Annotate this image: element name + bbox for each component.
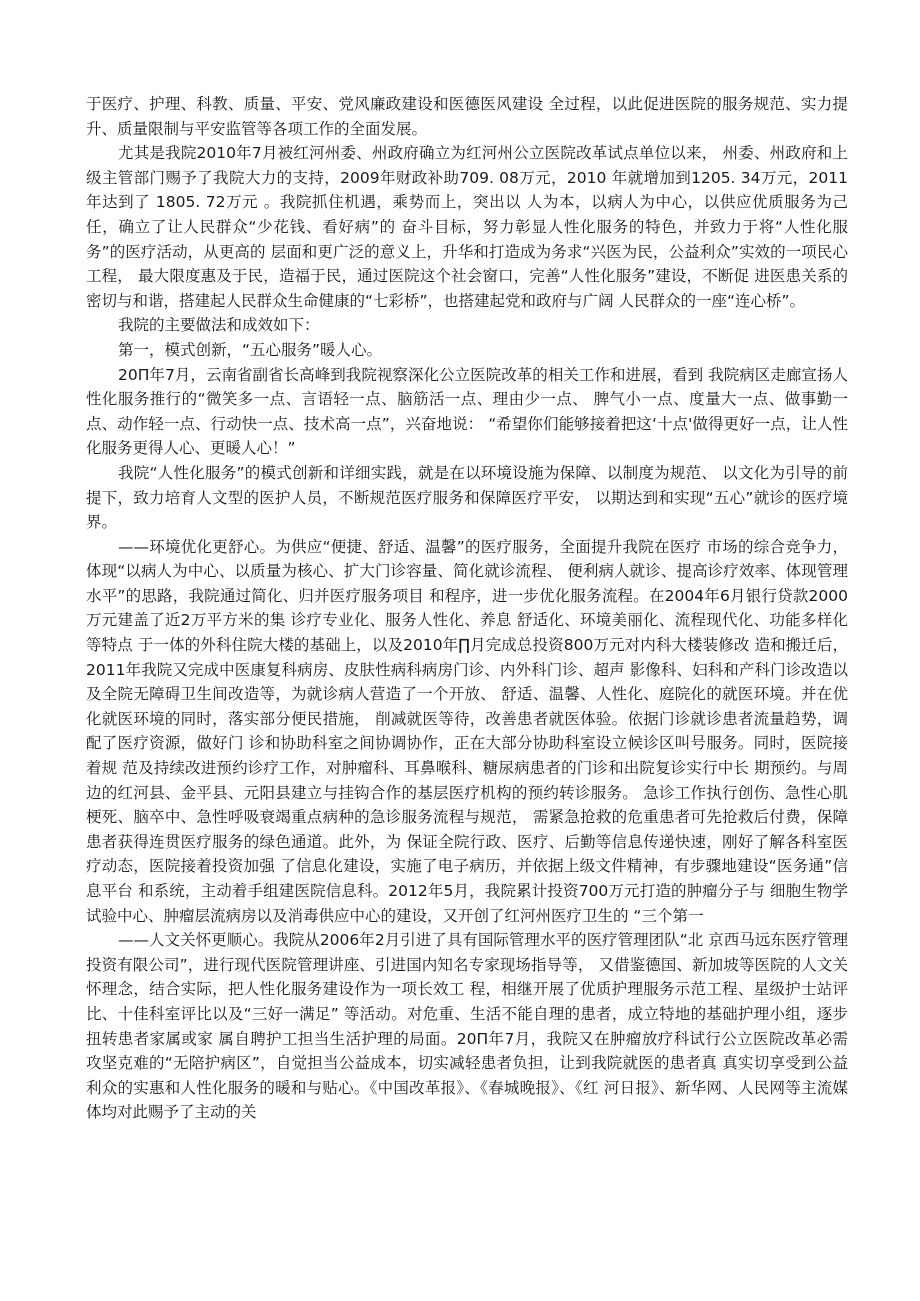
paragraph-8: ——人文关怀更顺心。我院从2006年2月引进了具有国际管理水平的医疗管理团队“北 京西马远东医疗管理投资有限公司”，进行现代医院管理讲座、引进国内知名专家现场指导等， 又借鉴德国、新加坡等医院的人文关怀理念，结合实际，把人性化服务建设作为一项长效工 程，相继开展了优质护理服务示范工程、星级护士站评比、十佳科室评比以及“三好一满足” 等活动。对危重、生活不能自理的患者，成立特地的基础护理小组，逐步扭转患者家属或家 属自聘护工担当生活护理的局面。20Π年7月，我院又在肿瘤放疗科试行公立医院改革必需 攻坚克难的“无陪护病区”，自觉担当公益成本，切实减轻患者负担，让到我院就医的患者真 真实切享受到公益利众的实惠和人性化服务的暖和与贴心。《中国改革报》、《春城晚报》、《红 河日报》、新华网、人民网等主流媒体均对此赐予了主动的关	[86, 931, 848, 1122]
paragraph-6: 我院“人性化服务”的模式创新和详细实践，就是在以环境设施为保障、以制度为规范、 以文化为引导的前提下，致力培育人文型的医护人员，不断规范医疗服务和保障医疗平安， 以期达到和实现“五心”就诊的医疗境界。	[86, 463, 848, 532]
document-body	[86, 92, 848, 1125]
paragraph-1: 于医疗、护理、科教、质量、平安、党风廉政建设和医德医风建设 全过程，以此促进医院的服务规范、实力提升、质量限制与平安监管等各项工作的全面发展。	[86, 95, 848, 138]
paragraph-4: 第一，模式创新，“五心服务”暖人心。	[118, 340, 383, 359]
paragraph-3: 我院的主要做法和成效如下：	[118, 316, 320, 335]
paragraph-5: 20Π年7月，云南省副省长高峰到我院视察深化公立医院改革的相关工作和进展，看到 我院病区走廊宣扬人性化服务推行的“微笑多一点、言语轻一点、脑筋活一点、理由少一点、 脾气小一点、度量大一点、做事勤一点、动作轻一点、行动快一点、技术高一点”，兴奋地说： “希望你们能够接着把这‘十点'做得更好一点，让人性化服务更得人心、更暖人心！”	[86, 365, 848, 458]
paragraph-7: ——环境优化更舒心。为供应“便捷、舒适、温馨”的医疗服务，全面提升我院在医疗 市场的综合竞争力，体现“以病人为中心、以质量为核心、扩大门诊容量、简化就诊流程、 便利病人就诊、提高诊疗效率、体现管理水平”的思路，我院通过简化、归并医疗服务项目 和程序，进一步优化服务流程。在2004年6月银行贷款2000万元建盖了近2万平方米的集 诊疗专业化、服务人性化、养息 舒适化、环境美丽化、流程现代化、功能多样化等特点 于一体的外科住院大楼的基础上，以及2010年∏月完成总投资800万元对内科大楼装修改 造和搬迁后，2011年我院又完成中医康复科病房、皮肤性病科病房门诊、内外科门诊、超声 影像科、妇科和产科门诊改造以及全院无障碍卫生间改造等，为就诊病人营造了一个开放、 舒适、温馨、人性化、庭院化的就医环境。并在优化就医环境的同时，落实部分便民措施， 削减就医等待，改善患者就医体验。依据门诊就诊患者流量趋势，调配了医疗资源，做好门 诊和协助科室之间协调协作，正在大部分协助科室设立候诊区叫号服务。同时，医院接着规 范及持续改进预约诊疗工作，对肿瘤科、耳鼻喉科、糖尿病患者的门诊和出院复诊实行中长 期预约。与周边的红河县、金平县、元阳县建立与挂钩合作的基层医疗机构的预约转诊服务。 急诊工作执行创伤、急性心肌梗死、脑卒中、急性呼吸衰竭重点病种的急诊服务流程与规范， 需紧急抢救的危重患者可先抢救后付费，保障患者获得连贯医疗服务的绿色通道。此外，为 保证全院行政、医疗、后勤等信息传递快速，刚好了解各科室医疗动态，医院接着投资加强 了信息化建设，实施了电子病历，并依据上级文件精神，有步骤地建设“医务通”信息平台 和系统，主动着手组建医院信息科。2012年5月，我院累计投资700万元打造的肿瘤分子与 细胞生物学试验中心、肿瘤层流病房以及消毒供应中心的建设，又开创了红河州医疗卫生的 “三个第一	[86, 537, 848, 925]
paragraph-2: 尤其是我院2010年7月被红河州委、州政府确立为红河州公立医院改革试点单位以来， 州委、州政府和上级主管部门赐予了我院大力的支持，2009年财政补助709. 08万元，2010 年就增加到1205. 34万元，2011年达到了 1805. 72万元 。我院抓住机遇，乘势而上，突出以 人为本，以病人为中心，以供应优质服务为己任，确立了让人民群众“少花钱、看好病”的 奋斗目标，努力彰显人性化服务的特色，并致力于将“人性化服务”的医疗活动，从更高的 层面和更广泛的意义上，升华和打造成为务求“兴医为民，公益利众”实效的一项民心工程， 最大限度惠及于民，造福于民，通过医院这个社会窗口，完善“人性化服务”建设，不断促 进医患关系的密切与和谐，搭建起人民群众生命健康的“七彩桥”，也搭建起党和政府与广阔 人民群众的一座“连心桥”。	[86, 144, 848, 310]
